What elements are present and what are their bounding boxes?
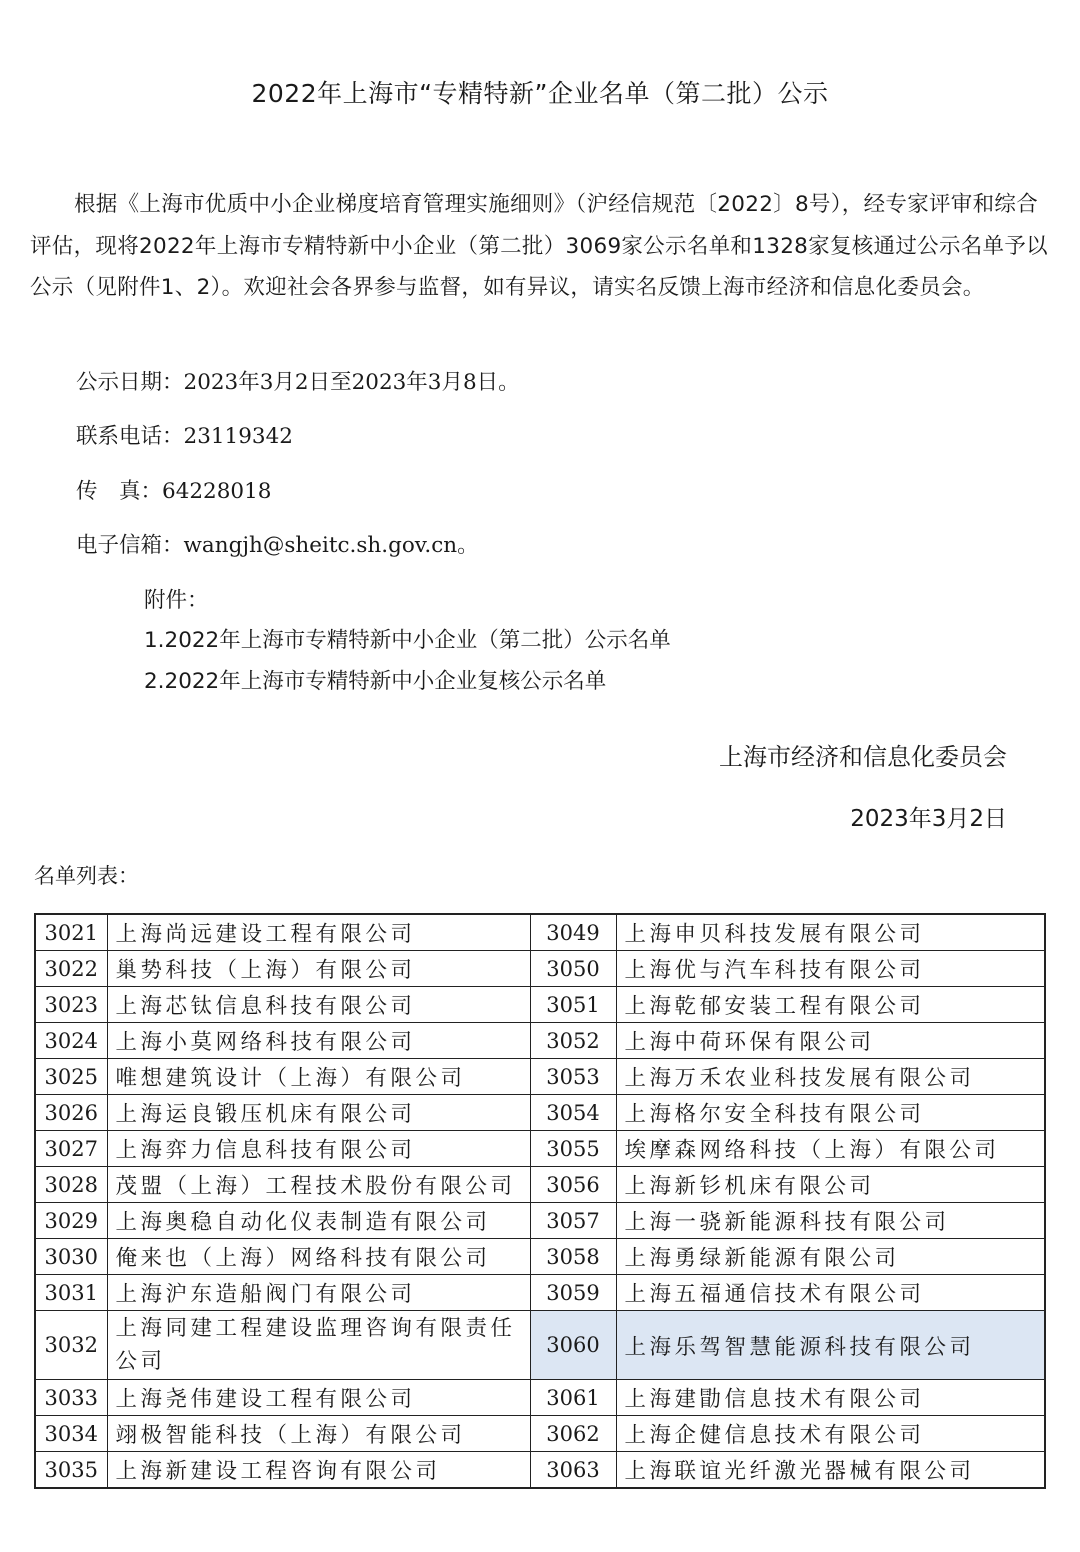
right-company-highlighted: 上海乐驾智慧能源科技有限公司 <box>616 1311 1045 1380</box>
attachments-label: 附件： <box>144 588 209 613</box>
right-number: 3057 <box>530 1203 616 1239</box>
left-company: 上海芯钛信息科技有限公司 <box>107 987 530 1023</box>
table-row <box>35 987 1045 1023</box>
attachment-item-1: 1.2022年上海市专精特新中小企业（第二批）公示名单 <box>144 628 671 653</box>
table-row <box>35 1023 1045 1059</box>
signature-org: 上海市经济和信息化委员会 <box>719 743 1007 771</box>
left-number: 3030 <box>35 1239 107 1275</box>
signature-date: 2023年3月2日 <box>850 806 1007 832</box>
left-number: 3033 <box>35 1380 107 1416</box>
left-number: 3031 <box>35 1275 107 1311</box>
left-company: 上海新建设工程咨询有限公司 <box>107 1452 530 1489</box>
left-company <box>107 1311 530 1380</box>
left-number: 3028 <box>35 1167 107 1203</box>
period-value: 2023年3月2日至2023年3月8日。 <box>183 370 520 395</box>
table-row <box>35 951 1045 987</box>
left-company: 翊极智能科技（上海）有限公司 <box>107 1416 530 1452</box>
right-number: 3059 <box>530 1275 616 1311</box>
left-company: 上海尚远建设工程有限公司 <box>107 914 530 951</box>
table-row <box>35 1239 1045 1275</box>
left-number: 3032 <box>35 1311 107 1380</box>
table-row <box>35 1275 1045 1311</box>
right-company: 上海优与汽车科技有限公司 <box>616 951 1045 987</box>
left-company-text: 上海同建工程建设监理咨询有限责任公司 <box>115 1316 516 1374</box>
left-number: 3026 <box>35 1095 107 1131</box>
left-number: 3034 <box>35 1416 107 1452</box>
right-company: 上海万禾农业科技发展有限公司 <box>616 1059 1045 1095</box>
period-label: 公示日期： <box>76 370 184 395</box>
right-number: 3061 <box>530 1380 616 1416</box>
right-number: 3054 <box>530 1095 616 1131</box>
left-number: 3035 <box>35 1452 107 1489</box>
table-row <box>35 1095 1045 1131</box>
table-row <box>35 1380 1045 1416</box>
left-number: 3027 <box>35 1131 107 1167</box>
right-number: 3050 <box>530 951 616 987</box>
right-number: 3062 <box>530 1416 616 1452</box>
right-number: 3052 <box>530 1023 616 1059</box>
phone-label: 联系电话： <box>76 424 184 449</box>
left-number: 3029 <box>35 1203 107 1239</box>
right-company: 上海新钐机床有限公司 <box>616 1167 1045 1203</box>
phone-line <box>76 419 293 450</box>
right-company: 上海勇绿新能源有限公司 <box>616 1239 1045 1275</box>
right-company: 上海乾郁安装工程有限公司 <box>616 987 1045 1023</box>
table-row <box>35 1416 1045 1452</box>
left-company: 巢势科技（上海）有限公司 <box>107 951 530 987</box>
right-number: 3051 <box>530 987 616 1023</box>
table-row <box>35 1452 1045 1489</box>
left-number: 3024 <box>35 1023 107 1059</box>
right-company: 上海申贝科技发展有限公司 <box>616 914 1045 951</box>
left-company: 上海沪东造船阀门有限公司 <box>107 1275 530 1311</box>
left-company: 俺来也（上海）网络科技有限公司 <box>107 1239 530 1275</box>
right-number: 3055 <box>530 1131 616 1167</box>
right-company: 上海联谊光纤激光器械有限公司 <box>616 1452 1045 1489</box>
table-row <box>35 1311 1045 1380</box>
right-company: 上海企健信息技术有限公司 <box>616 1416 1045 1452</box>
notice-paragraph: 根据《上海市优质中小企业梯度培育管理实施细则》（沪经信规范〔2022〕8号），经专家评审和综合评估，现将2022年上海市专精特新中小企业（第二批）3069家公示名单和1328家复核通过公示名单予以公示（见附件1、2）。欢迎社会各界参与监督，如有异议，请实名反馈上海市经济和信息化委员会。 <box>30 192 1048 300</box>
left-company: 上海尧伟建设工程有限公司 <box>107 1380 530 1416</box>
left-number: 3023 <box>35 987 107 1023</box>
right-number: 3053 <box>530 1059 616 1095</box>
fax-line <box>76 474 271 505</box>
left-number: 3025 <box>35 1059 107 1095</box>
email-label: 电子信箱： <box>76 533 184 558</box>
attachment-item-2: 2.2022年上海市专精特新中小企业复核公示名单 <box>144 669 607 694</box>
email-line <box>76 528 479 559</box>
email-value: wangjh@sheitc.sh.gov.cn。 <box>183 533 479 558</box>
fax-value: 64228018 <box>162 479 272 504</box>
left-company: 上海弈力信息科技有限公司 <box>107 1131 530 1167</box>
right-number: 3056 <box>530 1167 616 1203</box>
table-row <box>35 914 1045 951</box>
right-number: 3063 <box>530 1452 616 1489</box>
right-company: 上海中荷环保有限公司 <box>616 1023 1045 1059</box>
table-row <box>35 1059 1045 1095</box>
right-company: 埃摩森网络科技（上海）有限公司 <box>616 1131 1045 1167</box>
left-company: 上海奥稳自动化仪表制造有限公司 <box>107 1203 530 1239</box>
fax-label: 传 真： <box>76 479 163 504</box>
table-row <box>35 1203 1045 1239</box>
right-number-highlighted: 3060 <box>530 1311 616 1380</box>
right-number: 3058 <box>530 1239 616 1275</box>
list-label: 名单列表： <box>34 864 139 888</box>
table-row <box>35 1131 1045 1167</box>
left-number: 3021 <box>35 914 107 951</box>
company-table <box>34 913 1046 1489</box>
right-number: 3049 <box>530 914 616 951</box>
right-company: 上海一骁新能源科技有限公司 <box>616 1203 1045 1239</box>
right-company: 上海建勖信息技术有限公司 <box>616 1380 1045 1416</box>
left-number: 3022 <box>35 951 107 987</box>
right-company: 上海五福通信技术有限公司 <box>616 1275 1045 1311</box>
left-company: 上海小莫网络科技有限公司 <box>107 1023 530 1059</box>
left-company: 上海运良锻压机床有限公司 <box>107 1095 530 1131</box>
left-company: 茂盟（上海）工程技术股份有限公司 <box>107 1167 530 1203</box>
table-row <box>35 1167 1045 1203</box>
left-company: 唯想建筑设计（上海）有限公司 <box>107 1059 530 1095</box>
right-company: 上海格尔安全科技有限公司 <box>616 1095 1045 1131</box>
page-title: 2022年上海市“专精特新”企业名单（第二批）公示 <box>251 79 829 108</box>
period-line <box>76 365 520 396</box>
phone-value: 23119342 <box>183 424 293 449</box>
